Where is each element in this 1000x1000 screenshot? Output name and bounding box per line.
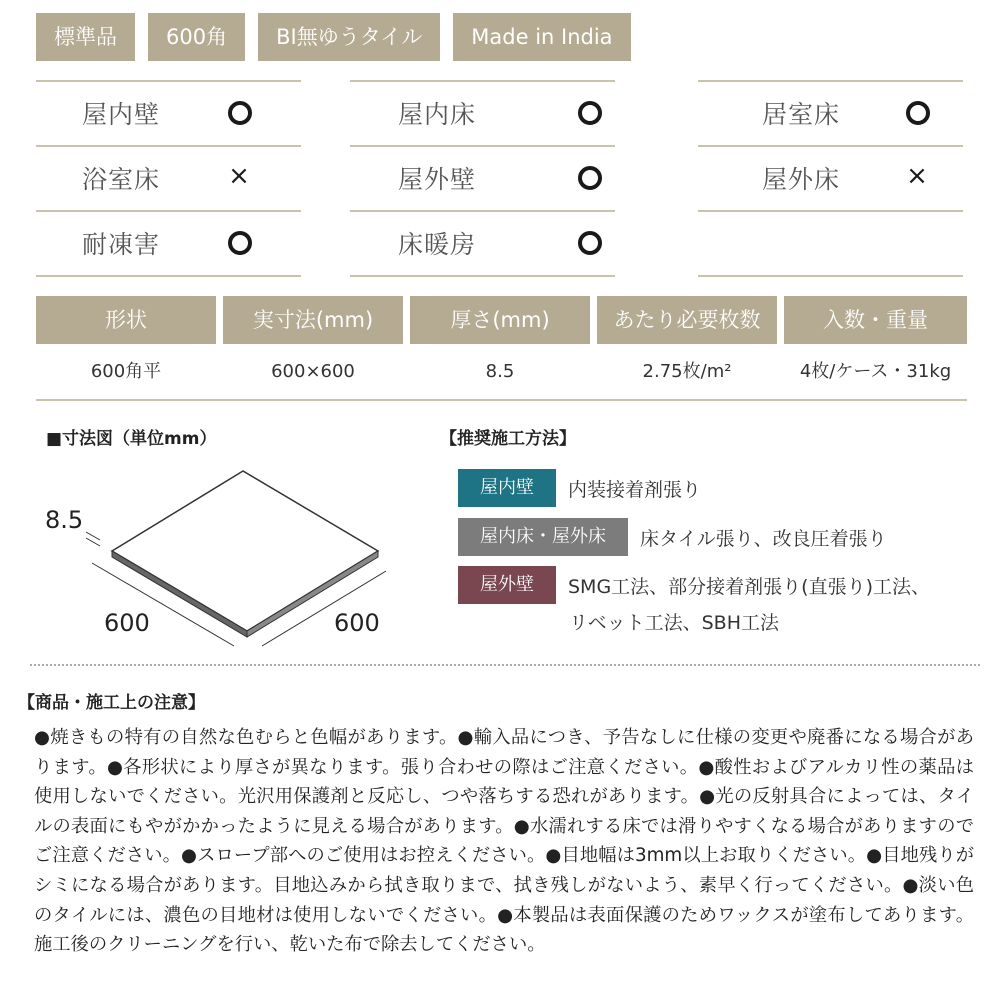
circle-mark-icon xyxy=(906,101,930,125)
method-title: 【推奨施工方法】 xyxy=(440,429,576,449)
spec-value-quantity-weight: 4枚/ケース・31kg xyxy=(799,361,952,382)
method-text: 内装接着剤張り xyxy=(568,478,702,501)
method-text: 床タイル張り、改良圧着張り xyxy=(640,527,887,550)
usage-row xyxy=(36,80,301,145)
usage-row xyxy=(698,80,963,145)
usage-row xyxy=(36,210,301,277)
method-row-floor xyxy=(458,518,887,556)
method-text: SMG工法、部分接着剤張り(直張り)工法、 xyxy=(568,575,931,598)
spec-table xyxy=(36,296,967,401)
usage-label: 床暖房 xyxy=(398,230,477,259)
usage-column-2 xyxy=(350,80,615,277)
usage-row xyxy=(698,145,963,210)
tag-origin: Made in India xyxy=(453,13,630,61)
depth-label: 600 xyxy=(334,609,380,637)
usage-label: 屋外壁 xyxy=(398,165,477,194)
spec-header-per-sqm: あたり必要枚数 xyxy=(597,296,777,344)
spec-header-shape: 形状 xyxy=(36,296,216,344)
cross-mark-icon: × xyxy=(228,161,250,191)
usage-table xyxy=(36,80,964,276)
method-row-indoor-wall xyxy=(458,469,701,507)
circle-mark-icon xyxy=(578,101,602,125)
circle-mark-icon xyxy=(228,101,252,125)
spec-value-row xyxy=(36,344,967,401)
spec-header-thickness: 厚さ(mm) xyxy=(410,296,590,344)
circle-mark-icon xyxy=(578,231,602,255)
spec-value-shape: 600角平 xyxy=(90,361,162,382)
notes-title: 【商品・施工上の注意】 xyxy=(18,693,205,713)
spec-value-thickness: 8.5 xyxy=(485,361,515,382)
usage-label: 屋内壁 xyxy=(82,100,161,129)
usage-label: 浴室床 xyxy=(82,165,161,194)
spec-value-per-sqm: 2.75枚/m² xyxy=(642,361,732,382)
usage-column-1 xyxy=(36,80,301,277)
method-badge: 屋外壁 xyxy=(458,566,556,604)
method-badge: 屋内壁 xyxy=(458,469,556,507)
cross-mark-icon: × xyxy=(906,161,928,191)
tag-size: 600角 xyxy=(148,13,245,61)
thickness-label: 8.5 xyxy=(45,506,84,534)
usage-label: 屋外床 xyxy=(762,165,841,194)
usage-row xyxy=(350,210,615,277)
spec-header-size: 実寸法(mm) xyxy=(223,296,403,344)
circle-mark-icon xyxy=(578,166,602,190)
spec-header-quantity-weight: 入数・重量 xyxy=(784,296,967,344)
usage-row-empty xyxy=(698,210,963,277)
tile-top-face xyxy=(112,471,378,631)
tag-glaze: BI無ゆうタイル xyxy=(258,13,440,61)
circle-mark-icon xyxy=(228,231,252,255)
usage-label: 耐凍害 xyxy=(82,230,161,259)
method-row-outdoor-wall xyxy=(458,566,930,604)
usage-label: 居室床 xyxy=(762,100,841,129)
notes-body: ●焼きもの特有の自然な色むらと色幅があります。●輸入品につき、予告なしに仕様の変更や廃番になる場合があります。●各形状により厚さが異なります。張り合わせの際はご注意ください。●酸性およびアルカリ性の薬品は使用しないでください。光沢用保護剤と反応し、つや落ちする恐れがあります。●光の反射具合によっては、タイルの表面にもやがかかったように見える場合があります。●水濡れする床では滑りやすくなる場合がありますのでご注意ください。●スロープ部へのご使用はお控えください。●目地幅は3mm以上お取りください。●目地残りがシミになる場合があります。目地込みから拭き取りまで、拭き残しがないよう、素早く行ってください。●淡い色のタイルには、濃色の目地材は使用しないでください。●本製品は表面保護のためワックスが塗布してあります。施工後のクリーニングを行い、乾いた布で除去してください。 xyxy=(34,727,974,956)
dimension-title: ■寸法図（単位mm） xyxy=(46,429,217,449)
usage-row xyxy=(350,80,615,145)
width-label: 600 xyxy=(104,609,150,637)
product-tags xyxy=(36,13,631,61)
tag-standard: 標準品 xyxy=(36,13,135,61)
method-badge: 屋内床・屋外床 xyxy=(458,518,628,556)
usage-row xyxy=(350,145,615,210)
method-text-continued: リベット工法、SBH工法 xyxy=(569,612,780,634)
dotted-divider xyxy=(30,664,980,666)
usage-row xyxy=(36,145,301,210)
spec-header-row xyxy=(36,296,967,344)
usage-column-3 xyxy=(698,80,963,277)
usage-label: 屋内床 xyxy=(398,100,477,129)
spec-value-size: 600×600 xyxy=(271,361,355,382)
